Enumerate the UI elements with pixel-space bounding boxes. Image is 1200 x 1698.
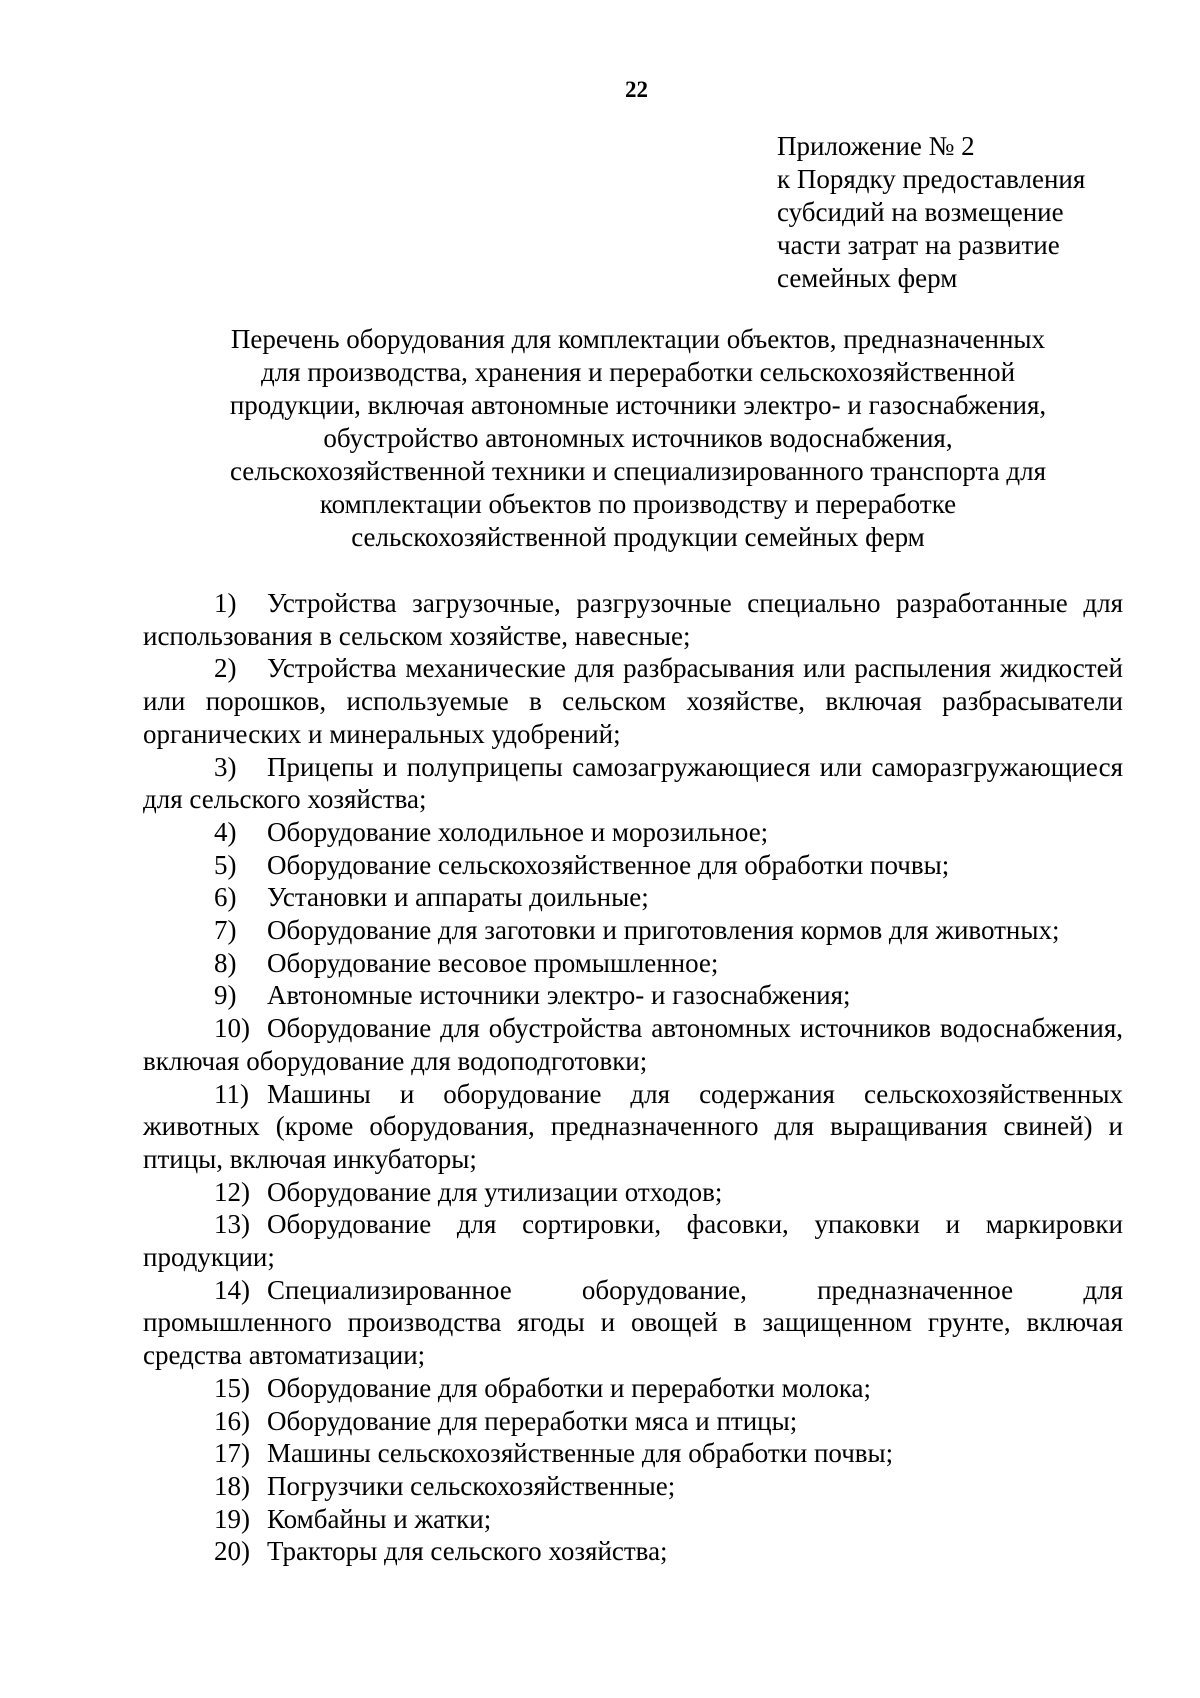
- page-number: 22: [625, 77, 648, 102]
- list-item: [143, 1470, 1123, 1503]
- list-item-text: Комбайны и жатки;: [267, 1503, 492, 1534]
- list-item-text: Устройства механические для разбрасывания или распыления жидкостей или порошков, используемые в сельском хозяйстве, включая разбрасыватели органических и минеральных удобрений;: [143, 653, 1123, 749]
- list-item: [143, 849, 1123, 882]
- list-item-text: Оборудование весовое промышленное;: [267, 947, 719, 978]
- list-item-number: 19): [214, 1503, 250, 1534]
- title-line: обустройство автономных источников водоснабжения,: [323, 423, 953, 453]
- list-item-number: 18): [214, 1470, 250, 1501]
- title-line: комплектации объектов по производству и переработке: [319, 489, 957, 519]
- appendix-line: Приложение № 2: [777, 131, 975, 161]
- document-title: [143, 323, 1133, 554]
- list-item-number: 5): [214, 849, 237, 880]
- title-line: сельскохозяйственной техники и специализированного транспорта для: [229, 456, 1047, 486]
- title-line: для производства, хранения и переработки сельскохозяйственной: [260, 357, 1016, 387]
- list-item-text: Погрузчики сельскохозяйственные;: [267, 1470, 676, 1501]
- list-item: [143, 1208, 1123, 1273]
- list-item-number: 16): [214, 1405, 250, 1436]
- list-item-number: 2): [214, 653, 237, 684]
- list-item-text: Оборудование холодильное и морозильное;: [267, 816, 769, 847]
- title-line: сельскохозяйственной продукции семейных ферм: [351, 522, 925, 552]
- list-item-text: Машины сельскохозяйственные для обработки почвы;: [267, 1438, 894, 1469]
- list-item: [143, 914, 1123, 947]
- list-item: [143, 751, 1123, 816]
- list-item-number: 7): [214, 915, 237, 946]
- list-item-number: 13): [214, 1209, 250, 1240]
- title-line: продукции, включая автономные источники электро- и газоснабжения,: [229, 390, 1047, 420]
- list-item-number: 14): [214, 1274, 250, 1305]
- equipment-list: [143, 587, 1123, 1568]
- list-item-text: Специализированное оборудование, предназначенное для промышленного производства ягоды и овощей в защищенном грунте, включая средства автоматизации;: [143, 1274, 1123, 1371]
- list-item-text: Оборудование для сортировки, фасовки, упаковки и маркировки продукции;: [143, 1209, 1123, 1273]
- list-item: [143, 881, 1123, 914]
- list-item: [143, 1405, 1123, 1438]
- list-item-text: Устройства загрузочные, разгрузочные специально разработанные для использования в сельском хозяйстве, навесные;: [143, 588, 1123, 651]
- list-item-text: Оборудование для обработки и переработки молока;: [267, 1372, 872, 1403]
- list-item-number: 20): [214, 1536, 250, 1567]
- list-item-number: 1): [214, 588, 237, 618]
- list-item: [143, 1274, 1123, 1372]
- list-item-number: 4): [214, 816, 237, 847]
- list-item: [143, 1503, 1123, 1536]
- list-item-number: 8): [214, 947, 237, 978]
- list-item-number: 17): [214, 1438, 250, 1469]
- list-item-text: Прицепы и полуприцепы самозагружающиеся или саморазгружающиеся для сельского хозяйства;: [143, 751, 1123, 815]
- appendix-line: семейных ферм: [777, 263, 958, 293]
- list-item-text: Оборудование для переработки мяса и птицы;: [267, 1405, 798, 1436]
- list-item-text: Машины и оборудование для содержания сельскохозяйственных животных (кроме оборудования, предназначенного для выращивания свиней) и птицы, включая инкубаторы;: [143, 1078, 1123, 1174]
- list-item: [143, 587, 1123, 652]
- appendix-block: [777, 130, 1177, 295]
- list-item-number: 3): [214, 751, 237, 782]
- list-item: [143, 816, 1123, 849]
- list-item-number: 10): [214, 1013, 250, 1044]
- list-item: [143, 979, 1123, 1012]
- list-item: [143, 1535, 1123, 1568]
- title-line: Перечень оборудования для комплектации объектов, предназначенных: [230, 324, 1046, 354]
- list-item-text: Установки и аппараты доильные;: [267, 882, 649, 913]
- list-item-number: 15): [214, 1372, 250, 1403]
- list-item-number: 6): [214, 882, 237, 913]
- list-item-number: 9): [214, 980, 237, 1011]
- list-item: [143, 1012, 1123, 1077]
- appendix-line: части затрат на развитие: [777, 230, 1060, 260]
- list-item-text: Тракторы для сельского хозяйства;: [267, 1536, 668, 1567]
- appendix-line: к Порядку предоставления: [777, 164, 1086, 194]
- list-item-text: Оборудование для обустройства автономных источников водоснабжения, включая оборудование для водоподготовки;: [143, 1013, 1123, 1076]
- list-item-text: Оборудование для заготовки и приготовления кормов для животных;: [267, 915, 1060, 946]
- list-item-text: Оборудование сельскохозяйственное для обработки почвы;: [267, 849, 950, 880]
- list-item-text: Оборудование для утилизации отходов;: [267, 1176, 723, 1207]
- list-item: [143, 947, 1123, 980]
- list-item: [143, 1372, 1123, 1405]
- list-item-number: 12): [214, 1176, 250, 1207]
- appendix-line: субсидий на возмещение: [777, 197, 1064, 227]
- list-item-number: 11): [214, 1078, 249, 1109]
- list-item-text: Автономные источники электро- и газоснабжения;: [267, 980, 851, 1011]
- list-item: [143, 652, 1123, 750]
- list-item: [143, 1437, 1123, 1470]
- list-item: [143, 1078, 1123, 1176]
- list-item: [143, 1176, 1123, 1209]
